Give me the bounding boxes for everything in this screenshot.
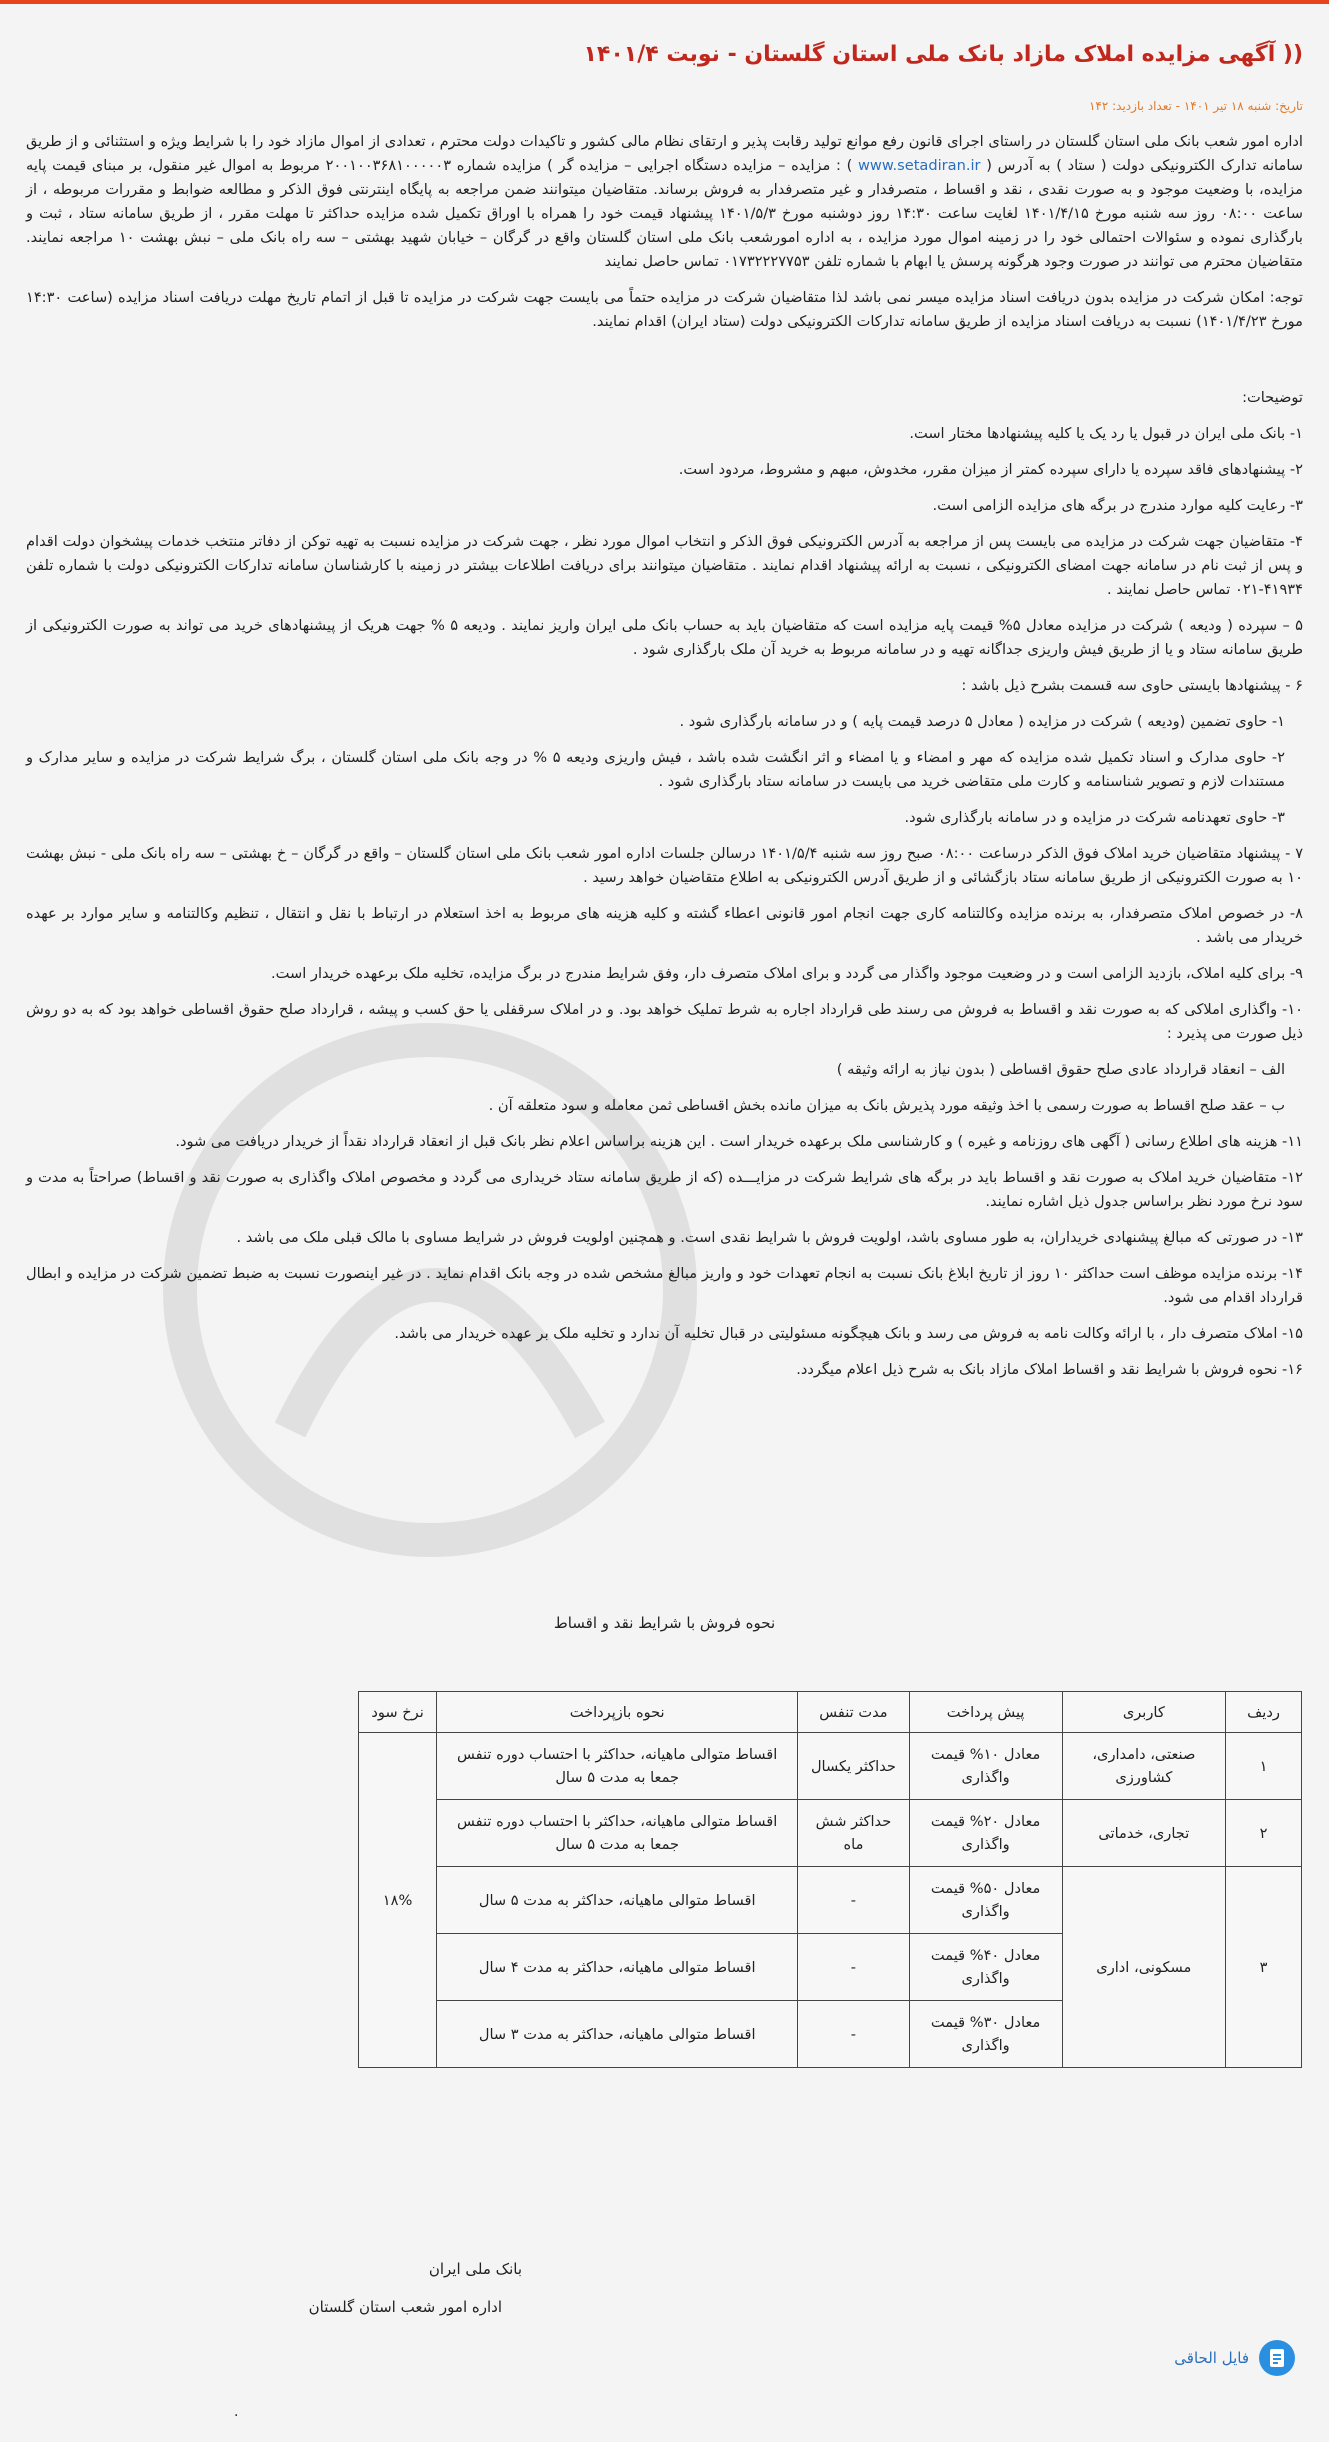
main-content xyxy=(26,130,1303,1394)
clause-item: ۲- پیشنهادهای فاقد سپرده یا دارای سپرده کمتر از میزان مقرر، مخدوش، مبهم و مشروط، مردود است. xyxy=(678,461,1303,478)
table-header-cell: نرخ سود xyxy=(359,1692,437,1733)
post-meta: تاریخ: شنبه ۱۸ تیر ۱۴۰۱ - تعداد بازدید: ۱۴۲ xyxy=(1088,99,1303,113)
table-cell: تجاری، خدماتی xyxy=(1062,1800,1225,1867)
clause-item: ۱۰- واگذاری املاکی که به صورت نقد و اقساط به فروش می رسند طی قرارداد اجاره به شرط تملیک خواهد بود. و در املاک سرقفلی یا حق کسب و پیشه ، قرارداد صلح حقوق اقساطی خواهد بود که به دو روش ذیل صورت می پذیرد : xyxy=(26,1001,1303,1042)
table-cell: صنعتی، دامداری، کشاورزی xyxy=(1062,1733,1225,1800)
table-header-cell: پیش پرداخت xyxy=(909,1692,1062,1733)
clause-item: ۴- متقاضیان جهت شرکت در مزایده می بایست پس از مراجعه به آدرس الکترونیکی فوق الذکر و انتخاب اموال مورد نظر ، جهت شرکت در مزایده نسبت به تهیه توکن از دفاتر منتخب خدمات پیشخوان دولت اقدام و پس از ثبت نام در سامانه جهت امضای الکترونیکی ، نسبت به ارائه پیشنهاد اقدام نمایند . متقاضیان میتوانند برای دریافت اطلاعات بیشتر در زمینه با کارشناسان سامانه تدارکات الکترونیکی دولت با شماره تلفن ۴۱۹۳۴-۰۲۱ تماس حاصل نمایند . xyxy=(26,533,1303,598)
table-cell: اقساط متوالی ماهیانه، حداکثر با احتساب دوره تنفس جمعا به مدت ۵ سال xyxy=(437,1733,798,1800)
table-cell: مسکونی، اداری xyxy=(1062,1867,1225,2068)
clause-item: ۱۵- املاک متصرف دار ، با ارائه وکالت نامه به فروش می رسد و بانک هیچگونه مسئولیتی در قبال تخلیه آن ندارد و تخلیه ملک بر عهده خریدار می باشد. xyxy=(394,1325,1303,1342)
table-cell: اقساط متوالی ماهیانه، حداکثر با احتساب دوره تنفس جمعا به مدت ۵ سال xyxy=(437,1800,798,1867)
table-cell: اقساط متوالی ماهیانه، حداکثر به مدت ۳ سال xyxy=(437,2001,798,2068)
clause-item: ۸- در خصوص املاک متصرفدار، به برنده مزایده وکالتنامه کاری جهت انجام امور قانونی اعطاء گشته و کلیه هزینه های مربوط به اخذ استعلام در ارتباط با نقل و انتقال ، تنظیم وکالتنامه و سایر موارد بر عهده خریدار می باشد . xyxy=(26,905,1303,946)
clause-item: ۱- بانک ملی ایران در قبول یا رد یک یا کلیه پیشنهادها مختار است. xyxy=(909,425,1303,442)
clause-item: ۱۳- در صورتی که مبالغ پیشنهادی خریداران، به طور مساوی باشد، اولویت فروش با شرایط نقدی است. و همچنین اولویت فروش در شرایط مساوی با مالک قبلی ملک می باشد . xyxy=(236,1229,1303,1246)
clause-item: ۷ - پیشنهاد متقاضیان خرید املاک فوق الذکر درساعت ۰۸:۰۰ صبح روز سه شنبه ۱۴۰۱/۵/۴ درسالن جلسات اداره امور شعب بانک ملی استان گلستان – واقع در گرگان – خ بهشتی – سه راه بانک ملی - نبش بهشت ۱۰ به صورت الکترونیکی از طریق سامانه ستاد بازگشائی و از طریق آدرس الکترونیکی به اطلاع متقاضیان خواهد رسید . xyxy=(26,845,1304,886)
table-cell: ۲ xyxy=(1226,1800,1302,1867)
intro-paragraph: اداره امور شعب بانک ملی استان گلستان در راستای اجرای قانون رفع موانع تولید رقابت پذیر و ارتقای نظام مالی کشور و تاکیدات دولت محترم ، تعدادی از اموال مازاد خود را با شرایط ویژه و استثنائی و از طریق سامانه تدارک الکترونیکی دولت ( ستاد ) به آدرس ( www.setadiran.ir ) : مزایده – مزایده دستگاه اجرایی – مزایده گر ) مزایده شماره ۲۰۰۱۰۰۳۶۸۱۰۰۰۰۰۳ مربوط به اموال غیر منقول، بر مبنای قیمت پایه مزایده، با وضعیت موجود و به صورت نقدی ، نقد و اقساط ، متصرفدار و غیر متصرفدار به فروش برساند. متقاضیان میتوانند ضمن مراجعه به پایگاه اینترنتی فوق الذکر و مطالعه ضوابط و مقررات مربوطه ، از ساعت ۰۸:۰۰ روز سه شنبه مورخ ۱۴۰۱/۴/۱۵ لغایت ساعت ۱۴:۳۰ روز دوشنبه مورخ ۱۴۰۱/۵/۳ پیشنهاد قیمت خود را همراه با اوراق تکمیل شده مزایده حداکثر تا مهلت مقرر ، از طریق سامانه ستاد ، ثبت و بارگذاری نموده و سئوالات احتمالی خود را در زمینه اموال مورد مزایده ، به اداره امورشعب بانک ملی استان گلستان واقع در گرگان – خیابان شهید بهشتی – سه راه بانک ملی – نبش بهشت ۱۰ مراجعه نمایند. متقاضیان محترم می توانند در صورت وجود هرگونه پرسش یا ابهام با شماره تلفن ۰۱۷۳۲۲۲۷۷۵۳ تماس حاصل نمایند xyxy=(26,133,1303,270)
table-cell: معادل ۱۰% قیمت واگذاری xyxy=(909,1733,1062,1800)
table-header-cell: کاربری xyxy=(1062,1692,1225,1733)
footer-dot: . xyxy=(234,2404,239,2420)
table-cell: اقساط متوالی ماهیانه، حداکثر به مدت ۵ سال xyxy=(437,1867,798,1934)
sale-terms-table xyxy=(358,1691,1302,2068)
table-cell: معادل ۳۰% قیمت واگذاری xyxy=(909,2001,1062,2068)
table-cell: ۱ xyxy=(1226,1733,1302,1800)
table-row xyxy=(359,1867,1302,1934)
clause-item: ۵ – سپرده ( ودیعه ) شرکت در مزایده معادل ۵% قیمت پایه مزایده است که متقاضیان باید به حساب بانک ملی ایران واریز نمایند . ودیعه ۵ % جهت هریک از پیشنهادهای خرید می تواند به صورت الکترونیکی از طریق سامانه ستاد و یا از طریق فیش واریزی جداگانه تهیه و در سامانه مربوط به خرید آن ملک بارگذاری شود . xyxy=(26,617,1303,658)
table-cell: حداکثر شش ماه xyxy=(798,1800,909,1867)
sub-clause-item: ۱- حاوی تضمین (ودیعه ) شرکت در مزایده ( معادل ۵ درصد قیمت پایه ) و در سامانه بارگذاری شود . xyxy=(679,713,1285,730)
setadiran-link[interactable]: www.setadiran.ir xyxy=(858,157,981,174)
table-header-cell: نحوه بازپرداخت xyxy=(437,1692,798,1733)
clause-item: ۱۱- هزینه های اطلاع رسانی ( آگهی های روزنامه و غیره ) و کارشناسی ملک برعهده خریدار است . این هزینه براساس اعلام نظر بانک قبل از انعقاد قرارداد نقداً از خریدار دریافت می شود. xyxy=(175,1133,1303,1150)
attachment-link[interactable] xyxy=(1174,2340,1295,2376)
table-cell: - xyxy=(798,1867,909,1934)
notice-paragraph: توجه: امکان شرکت در مزایده بدون دریافت اسناد مزایده میسر نمی باشد لذا متقاضیان شرکت در مزایده حتماً می بایست جهت شرکت در مزایده تا قبل از اتمام تاریخ مهلت دریافت اسناد مزایده (ساعت ۱۴:۳۰ مورخ ۱۴۰۱/۴/۲۳) نسبت به دریافت اسناد مزایده از طریق سامانه تدارکات الکترونیکی دولت (ستاد ایران) اقدام نمایند. xyxy=(26,289,1303,330)
clause-item: ۳- رعایت کلیه موارد مندرج در برگه های مزایده الزامی است. xyxy=(932,497,1303,514)
table-header-cell: مدت تنفس xyxy=(798,1692,909,1733)
rate-cell: ۱۸% xyxy=(359,1733,437,2068)
table-cell: - xyxy=(798,2001,909,2068)
table-cell: اقساط متوالی ماهیانه، حداکثر به مدت ۴ سال xyxy=(437,1934,798,2001)
table-row xyxy=(359,1733,1302,1800)
table-cell: حداکثر یکسال xyxy=(798,1733,909,1800)
table-title: نحوه فروش با شرایط نقد و اقساط xyxy=(553,1614,776,1632)
clause-item: ۶ - پیشنهادها بایستی حاوی سه قسمت بشرح ذیل باشد : xyxy=(961,677,1303,694)
table-cell: معادل ۲۰% قیمت واگذاری xyxy=(909,1800,1062,1867)
page-title: (( آگهی مزایده املاک مازاد بانک ملی استان گلستان - نوبت ۱۴۰۱/۴ xyxy=(583,42,1303,67)
table-header-row xyxy=(359,1692,1302,1733)
table-header-cell: ردیف xyxy=(1226,1692,1302,1733)
document-icon[interactable] xyxy=(1259,2340,1295,2376)
sub-clause-item: ب – عقد صلح اقساط به صورت رسمی با اخذ وثیقه مورد پذیرش بانک به میزان مانده بخش اقساطی ثمن معامله و سود متعلقه آن . xyxy=(488,1097,1285,1114)
clause-item: ۹- برای کلیه املاک، بازدید الزامی است و در وضعیت موجود واگذار می گردد و برای املاک متصرف دار، وفق شرایط مندرج در برگ مزایده، تخلیه ملک برعهده خریدار است. xyxy=(271,965,1303,982)
sub-clause-item: ۲- حاوی مدارک و اسناد تکمیل شده مزایده که مهر و امضاء و یا امضاء و اثر انگشت شده باشد ، فیش واریزی ودیعه ۵ % در وجه بانک ملی استان گلستان ، برگ شرایط شرکت در مزایده و سایر مدارک و مستندات لازم و تصویر شناسنامه و کارت ملی متقاضی خرید می بایست در سامانه ستاد بارگذاری شود . xyxy=(26,749,1285,790)
explanations-heading: توضیحات: xyxy=(1242,389,1303,406)
table-row xyxy=(359,1800,1302,1867)
table-cell: - xyxy=(798,1934,909,2001)
clause-item: ۱۴- برنده مزایده موظف است حداکثر ۱۰ روز از تاریخ ابلاغ بانک نسبت به انجام تعهدات خود و واریز مبالغ مشخص شده در وجه بانک اقدام نماید . در غیر اینصورت نسبت به ضبط تضمین شرکت در مزایده و ابطال قرارداد اقدام می شود. xyxy=(26,1265,1303,1306)
sub-clause-item: الف – انعقاد قرارداد عادی صلح حقوق اقساطی ( بدون نیاز به ارائه وثیقه ) xyxy=(836,1061,1285,1078)
clause-item: ۱۶- نحوه فروش با شرایط نقد و اقساط املاک مازاد بانک به شرح ذیل اعلام میگردد. xyxy=(796,1361,1303,1378)
signature-bank: بانک ملی ایران xyxy=(428,2260,522,2278)
table-cell: معادل ۵۰% قیمت واگذاری xyxy=(909,1867,1062,1934)
table-cell: معادل ۴۰% قیمت واگذاری xyxy=(909,1934,1062,2001)
clause-item: ۱۲- متقاضیان خرید املاک به صورت نقد و اقساط باید در برگه های شرایط شرکت در مزایـــده (که از طریق سامانه ستاد خریداری می گردد و مخصوص املاک واگذاری به صورت نقد و اقساط) صراحتاً به مدت و سود نرخ مورد نظر براساس جدول ذیل اشاره نمایند. xyxy=(26,1169,1303,1210)
table-cell: ۳ xyxy=(1226,1867,1302,2068)
attachment-label[interactable]: فایل الحاقی xyxy=(1174,2349,1249,2367)
top-accent-bar xyxy=(0,0,1329,4)
signature-office: اداره امور شعب استان گلستان xyxy=(308,2298,502,2316)
sub-clause-item: ۳- حاوی تعهدنامه شرکت در مزایده و در سامانه بارگذاری شود. xyxy=(904,809,1285,826)
